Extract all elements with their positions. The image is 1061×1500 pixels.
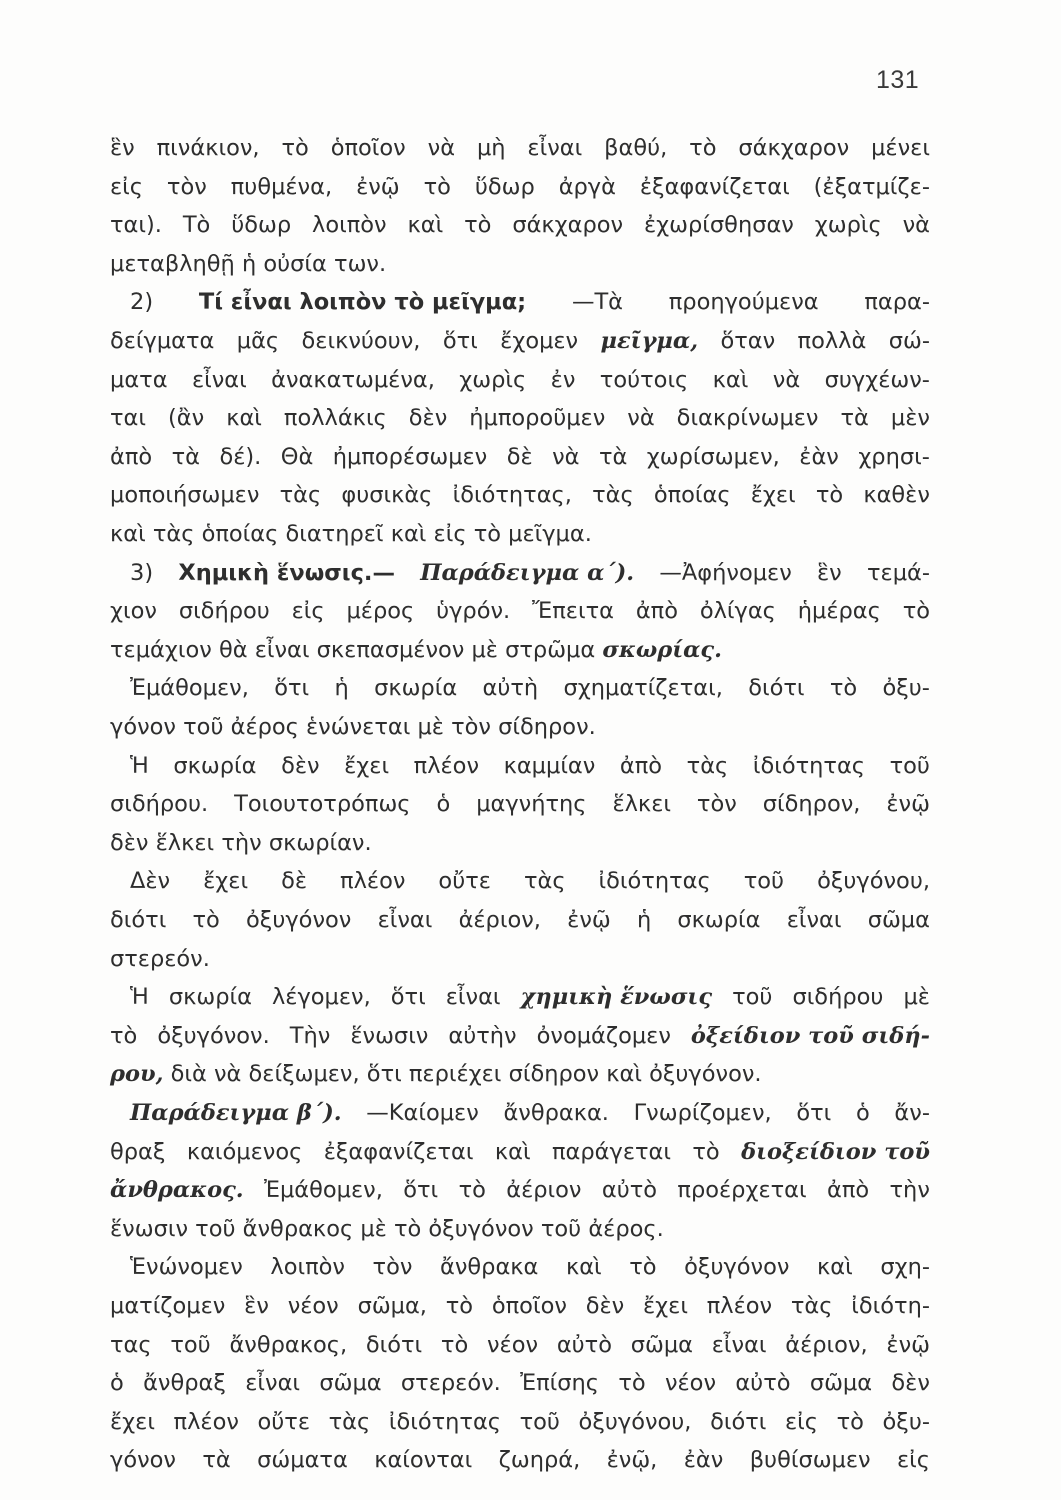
word: ἡμέρας xyxy=(797,598,881,625)
word: θραξ xyxy=(110,1138,166,1165)
word: εἶναι xyxy=(445,984,501,1011)
word: εἰς xyxy=(896,1447,930,1474)
word: ὅτι xyxy=(274,675,310,702)
word: τεμά- xyxy=(867,559,930,586)
word: σκωρία xyxy=(677,907,761,933)
word: σῶμα xyxy=(867,907,930,933)
emphasis-run: μεῖγμα, xyxy=(600,328,699,354)
word: νὰ xyxy=(627,405,655,432)
word: νέον xyxy=(486,1331,539,1358)
word: σώματα xyxy=(257,1447,348,1474)
word: σχηματίζεται, xyxy=(563,675,723,702)
word: ὀξυ- xyxy=(882,675,930,702)
word: δείγματα xyxy=(110,328,215,354)
word: Τὸ xyxy=(182,212,211,239)
text-line xyxy=(110,1209,930,1249)
word: ἐξαφανίζεται xyxy=(639,173,790,200)
word: Ἡ xyxy=(130,752,149,779)
text-run: στερεόν. xyxy=(110,945,210,972)
text-line xyxy=(110,1132,930,1172)
word: πυθμένα, xyxy=(230,173,333,200)
word: λέγομεν, xyxy=(271,984,371,1011)
word: ὀξυγόνου, xyxy=(817,868,930,895)
word: εἰς xyxy=(785,1408,818,1435)
text-line xyxy=(130,746,930,786)
word: μὲν xyxy=(890,405,930,432)
word: ἄνθρακα xyxy=(440,1254,539,1281)
word: σάκχαρον xyxy=(738,135,850,161)
word: τὰ xyxy=(202,1447,231,1474)
word: τὸ xyxy=(689,135,717,161)
word: Τὴν xyxy=(289,1022,331,1049)
emphasis-run: ἄνθρακος. xyxy=(110,1177,244,1204)
word: ὑγρόν. xyxy=(436,598,511,625)
text-run: γόνον τοῦ ἀέρος ἑνώνεται μὲ τὸν σίδηρον. xyxy=(110,714,596,740)
text-run: διὰ νὰ δείξωμεν, ὅτι περιέχει σίδηρον καὶ ὀξυγόνον. xyxy=(170,1061,762,1088)
word: νέον xyxy=(287,1293,339,1319)
text-line xyxy=(130,1093,930,1133)
text-line xyxy=(110,514,930,554)
word: ἠμποροῦμεν xyxy=(469,405,606,432)
word: Θὰ xyxy=(280,443,314,470)
word: χωρὶς xyxy=(814,212,882,239)
word: ἐὰν xyxy=(799,443,839,470)
word: ἄν- xyxy=(894,1100,930,1126)
word: τὸ xyxy=(836,1408,864,1435)
word: χωρίσωμεν, xyxy=(646,443,780,470)
word: καὶ xyxy=(226,405,262,432)
word: πλέον xyxy=(413,752,480,779)
word: εἶναι xyxy=(786,907,842,933)
word: ται). xyxy=(110,212,162,239)
word: λοιπὸν xyxy=(312,212,387,239)
word: διότι xyxy=(110,907,167,933)
text-line xyxy=(110,1054,930,1094)
text-line xyxy=(110,1402,930,1442)
word: Ἐμάθομεν, xyxy=(130,675,249,702)
word: ζωηρά, xyxy=(498,1447,581,1474)
word: βαθύ, xyxy=(604,135,668,161)
text-line xyxy=(110,1170,930,1210)
word: —Ἀφήνομεν xyxy=(659,559,792,586)
word: μοποιήσωμεν xyxy=(110,482,260,509)
word: (ἂν xyxy=(168,405,205,432)
word: ἰδιότητας xyxy=(388,1408,501,1435)
word: φυσικὰς xyxy=(341,482,433,509)
word: μᾶς xyxy=(236,328,280,354)
word: εἶναι xyxy=(527,135,583,161)
word: ἰδιότητας, xyxy=(452,482,572,509)
word: ἐνῷ, xyxy=(606,1447,658,1474)
emphasis-run: Παράδειγμα β΄). xyxy=(130,1100,342,1126)
word: ἔχει xyxy=(203,868,249,895)
word: συγχέων- xyxy=(824,366,930,393)
text-line xyxy=(110,1325,930,1365)
word: τὰς xyxy=(279,482,322,509)
word: τὸ xyxy=(445,1293,474,1319)
word: δὲν xyxy=(891,1370,930,1397)
word: ἀργὰ xyxy=(558,173,616,200)
word: ἔχομεν xyxy=(500,328,579,354)
word: τὸ xyxy=(110,1022,138,1049)
word: ὕδωρ xyxy=(231,212,292,239)
word: ἀέριον, xyxy=(785,1331,868,1358)
word: ἕλκει xyxy=(612,791,671,818)
word: τοῦ xyxy=(732,984,773,1011)
word: ἡ xyxy=(334,675,349,702)
word: ὀξυγόνον. xyxy=(157,1022,270,1049)
word: ἀνακατωμένα, xyxy=(271,366,435,393)
text-line xyxy=(110,244,930,284)
word: καιόμενος xyxy=(186,1138,303,1165)
word: τὰ xyxy=(598,443,628,470)
text-line xyxy=(110,1363,930,1403)
word: δὲν xyxy=(281,752,320,779)
word: νὰ xyxy=(427,135,456,161)
text-line xyxy=(110,823,930,863)
word: καὶ xyxy=(817,1254,853,1281)
word: σιδήρου xyxy=(792,984,884,1011)
word: τοῦ xyxy=(519,1408,560,1435)
word: καμμίαν xyxy=(503,752,596,779)
word: Ἐμάθομεν, xyxy=(264,1177,383,1204)
word: μέρος xyxy=(346,598,415,625)
word: σῶμα xyxy=(809,1370,873,1397)
word: ὀλίγας xyxy=(699,598,776,625)
word: καὶ xyxy=(712,366,749,393)
text-line xyxy=(130,553,930,593)
word: ἄνθρακος, xyxy=(229,1331,348,1358)
word: αὐτὴ xyxy=(482,675,539,702)
word: παράγεται xyxy=(552,1138,671,1165)
word: τὸν xyxy=(696,791,737,818)
text-run: καὶ τὰς ὁποίας διατηρεῖ καὶ εἰς τὸ μεῖγμα. xyxy=(110,521,592,547)
word: σάκχαρον xyxy=(512,212,624,239)
word: τοῦ xyxy=(889,752,930,779)
word: εἶναι xyxy=(711,1331,767,1358)
word: καὶ xyxy=(494,1138,531,1165)
word: τὰ xyxy=(840,405,869,432)
text-line xyxy=(110,900,930,940)
word: αὐτὸ xyxy=(556,1331,612,1358)
text-line xyxy=(110,1286,930,1326)
word: ὕδωρ xyxy=(474,173,535,200)
text-line xyxy=(110,128,930,168)
emphasis-run: ρου, xyxy=(110,1061,164,1088)
text-run: τεμάχιον θὰ εἶναι σκεπασμένον μὲ στρῶμα xyxy=(110,636,596,663)
word: τὴν xyxy=(889,1177,930,1204)
word: ἐνῷ xyxy=(886,1331,930,1358)
word: βυθίσωμεν xyxy=(749,1447,871,1474)
word: μὴ xyxy=(476,135,506,161)
emphasis-run: σκωρίας. xyxy=(602,636,722,663)
word: ἀέριον, xyxy=(458,907,541,933)
word: δὲ xyxy=(281,868,308,895)
word: ἀπὸ xyxy=(619,752,663,779)
word: τὸ xyxy=(692,1138,720,1165)
word: ἀπὸ xyxy=(826,1177,870,1204)
word: σίδηρον, xyxy=(762,791,861,818)
word: ἐν xyxy=(550,366,576,393)
word: μὲ xyxy=(903,984,930,1011)
word: ἐξαφανίζεται xyxy=(323,1138,474,1165)
word: τούτοις xyxy=(599,366,689,393)
word: ἓν xyxy=(110,135,135,161)
emphasis-run: Παράδειγμα α΄). xyxy=(420,559,635,586)
word: χωρὶς xyxy=(459,366,527,393)
word: οὔτε xyxy=(257,1408,311,1435)
word: ται xyxy=(110,405,146,432)
word: ὁποῖον xyxy=(491,1293,567,1319)
word: διότι xyxy=(365,1331,423,1358)
word: ὁποίας xyxy=(653,482,731,509)
word: ἰδιότητας xyxy=(752,752,865,779)
word: καίονται xyxy=(374,1447,473,1474)
word: 2) xyxy=(130,289,154,316)
word: προηγούμενα xyxy=(668,289,819,316)
word: σιδήρου. xyxy=(110,791,209,818)
word: τὸ xyxy=(458,1177,486,1204)
word: διακρίνωμεν xyxy=(676,405,819,432)
word: (ἐξατμίζε- xyxy=(813,173,930,200)
text-line xyxy=(130,668,930,708)
word: ἄνθραξ xyxy=(143,1370,226,1397)
word: Ἔπειτα xyxy=(532,598,614,625)
word: ὅτι xyxy=(442,328,478,354)
word: νὰ xyxy=(552,443,580,470)
word: ἰδιότη- xyxy=(851,1293,930,1319)
word: δὲν xyxy=(585,1293,625,1319)
emphasis-run: χημικὴ ἕνωσις xyxy=(520,984,713,1011)
word: Γνωρίζομεν, xyxy=(633,1100,772,1126)
word: ὅτι xyxy=(403,1177,439,1204)
word: σῶμα xyxy=(319,1370,382,1397)
word: ἓν xyxy=(817,559,842,586)
word: παρα- xyxy=(864,289,930,316)
word: ὁποῖον xyxy=(330,135,406,161)
word: ὁ xyxy=(855,1100,870,1126)
word: χρησι- xyxy=(858,443,930,470)
word: ἡ xyxy=(636,907,652,933)
text-line xyxy=(110,630,930,670)
word: Δὲν xyxy=(130,868,171,895)
word: διότι xyxy=(710,1408,767,1435)
word: σιδήρου xyxy=(178,598,270,625)
word: Ἐπίσης xyxy=(520,1370,600,1397)
text-line xyxy=(110,398,930,438)
word: τὸ xyxy=(423,173,451,200)
word: ἀπὸ xyxy=(110,443,153,470)
word: εἰς xyxy=(110,173,143,200)
emphasis-run: ὀξείδιον τοῦ σιδή- xyxy=(690,1022,930,1049)
word: χιον xyxy=(110,598,157,625)
word: ἔχει xyxy=(344,752,390,779)
word: τὰ xyxy=(171,443,200,470)
word: ἐνῷ xyxy=(886,791,930,818)
word: Ἑνώνομεν xyxy=(130,1254,243,1281)
word: ἐχωρίσθησαν xyxy=(644,212,794,239)
text-line xyxy=(130,282,930,322)
word: τας xyxy=(110,1331,152,1358)
text-line xyxy=(110,939,930,979)
word: προέρχεται xyxy=(677,1177,807,1204)
word: δεικνύουν, xyxy=(301,328,421,354)
word: σκωρία xyxy=(173,752,257,779)
emphasis-run: Χημικὴ ἕνωσις.— xyxy=(178,559,395,586)
word: Τοιουτοτρόπως xyxy=(234,791,411,818)
word: ὀνομάζομεν xyxy=(536,1022,671,1049)
word: ἔχει xyxy=(643,1293,688,1319)
word: ὀξυγόνου, xyxy=(578,1408,692,1435)
word: ἓν xyxy=(244,1293,269,1319)
word: οὔτε xyxy=(438,868,491,895)
word: εἶναι xyxy=(245,1370,301,1397)
word: μένει xyxy=(871,135,930,161)
word: γόνον xyxy=(110,1447,176,1474)
text-line xyxy=(130,977,930,1017)
word: ὅταν xyxy=(720,328,776,354)
word: τὸν xyxy=(166,173,207,200)
word: πλέον xyxy=(173,1408,239,1435)
emphasis-run: διοξείδιον τοῦ xyxy=(741,1138,930,1165)
word: ἄνθρακα. xyxy=(503,1100,609,1126)
word: σκωρία xyxy=(374,675,458,702)
word: καὶ xyxy=(565,1254,602,1281)
word: διότι xyxy=(748,675,805,702)
word: νὰ xyxy=(902,212,930,239)
word: καθὲν xyxy=(863,482,930,509)
word: ὀξυ- xyxy=(882,1408,930,1435)
word: τὸ xyxy=(815,482,844,509)
word: ἐὰν xyxy=(683,1447,724,1474)
word: ὁ xyxy=(436,791,451,818)
word: τὸ xyxy=(464,212,492,239)
word: τὰς xyxy=(592,482,634,509)
word: τὰς xyxy=(790,1293,833,1319)
text-run: δὲν ἕλκει τὴν σκωρίαν. xyxy=(110,829,372,856)
word: πλέον xyxy=(340,868,406,895)
word: πολλὰ xyxy=(797,328,867,354)
word: τὸ xyxy=(440,1331,469,1358)
word: νὰ xyxy=(772,366,801,393)
word: πολλάκις xyxy=(283,405,387,432)
word: ὅτι xyxy=(796,1100,832,1126)
text-line xyxy=(110,707,930,747)
text-line xyxy=(110,591,930,631)
word: ἰδιότητας xyxy=(598,868,711,895)
word: —Τὰ xyxy=(571,289,624,316)
word: ὅτι xyxy=(390,984,426,1011)
text-line xyxy=(110,1440,930,1480)
word: σχη- xyxy=(880,1254,930,1281)
text-line xyxy=(110,321,930,361)
word: ὀξυγόνον xyxy=(246,907,352,933)
word: σῶμα, xyxy=(357,1293,427,1319)
word: τὸ xyxy=(618,1370,646,1397)
word: ἠμπορέσωμεν xyxy=(332,443,488,470)
text-line xyxy=(110,784,930,824)
text-run: μεταβληθῇ ἡ οὐσία των. xyxy=(110,250,387,277)
word: ἐνῷ xyxy=(567,907,611,933)
word: τὸν xyxy=(372,1254,413,1281)
word: τὸ xyxy=(192,907,220,933)
page-number: 131 xyxy=(876,66,920,94)
text-line xyxy=(110,1016,930,1056)
word: πλέον xyxy=(706,1293,773,1319)
text-line xyxy=(110,437,930,477)
word: εἶναι xyxy=(191,366,247,393)
word: νέον xyxy=(664,1370,717,1397)
word: ὁ xyxy=(110,1370,124,1397)
word: λοιπὸν xyxy=(270,1254,345,1281)
word: τὰς xyxy=(328,1408,371,1435)
emphasis-run: Τί εἶναι λοιπὸν τὸ μεῖγμα; xyxy=(198,289,527,316)
word: εἶναι xyxy=(377,907,433,933)
text-line xyxy=(110,360,930,400)
word: ἔχει xyxy=(110,1408,155,1435)
word: ἕνωσιν xyxy=(350,1022,429,1049)
word: πινάκιον, xyxy=(156,135,260,161)
text-run: ἕνωσιν τοῦ ἄνθρακος μὲ τὸ ὀξυγόνον τοῦ ἀέρος. xyxy=(110,1215,664,1242)
word: 3) xyxy=(130,559,154,586)
word: ἐνῷ xyxy=(356,173,400,200)
word: Ἡ xyxy=(130,984,149,1011)
word: εἰς xyxy=(291,598,325,625)
text-line xyxy=(110,205,930,245)
word: αὐτὸ xyxy=(735,1370,791,1397)
word: σῶμα xyxy=(630,1331,693,1358)
word: σώ- xyxy=(888,328,930,354)
word: δέ). xyxy=(219,443,262,470)
word: αὐτὸ xyxy=(601,1177,658,1204)
word: —Καίομεν xyxy=(366,1100,479,1126)
word: σκωρία xyxy=(168,984,252,1011)
word: ἀέριον xyxy=(506,1177,582,1204)
word: αὐτὴν xyxy=(448,1022,517,1049)
text-line xyxy=(110,475,930,515)
word: τὸ xyxy=(902,598,930,625)
word: δὲν xyxy=(408,405,448,432)
word: τὸ xyxy=(829,675,858,702)
word: τὰς xyxy=(686,752,729,779)
word: τὸ xyxy=(281,135,309,161)
word: τὸ xyxy=(629,1254,657,1281)
word: δὲ xyxy=(506,443,533,470)
word: ἔχει xyxy=(750,482,796,509)
word: τοῦ xyxy=(170,1331,211,1358)
word: στερεόν. xyxy=(400,1370,501,1397)
word: ὀξυγόνον xyxy=(684,1254,790,1281)
text-line xyxy=(130,861,930,901)
word: τὰς xyxy=(523,868,566,895)
word: καὶ xyxy=(407,212,444,239)
text-line xyxy=(110,167,930,207)
word: μαγνήτης xyxy=(476,791,587,818)
word: ματα xyxy=(110,366,168,393)
word: ἀπὸ xyxy=(635,598,678,625)
word: τοῦ xyxy=(743,868,785,895)
word: ματίζομεν xyxy=(110,1293,226,1319)
text-line xyxy=(130,1247,930,1287)
